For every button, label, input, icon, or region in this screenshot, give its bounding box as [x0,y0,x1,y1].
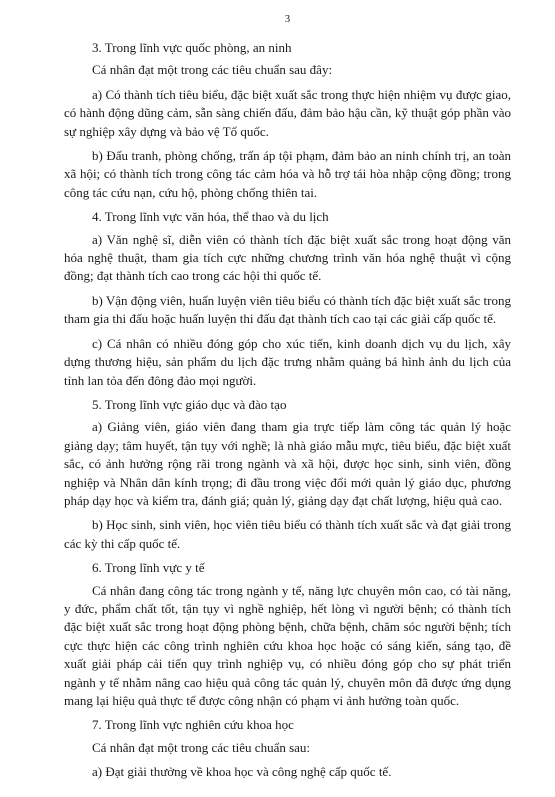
section-education-training [64,396,511,553]
paragraph: Cá nhân đạt một trong các tiêu chuẩn sau: [92,739,311,755]
section-heading: 7. Trong lĩnh vực nghiên cứu khoa học [92,717,294,733]
paragraph: Cá nhân đang công tác trong ngành y tế, năng lực chuyên môn cao, có tài năng, y đức, phẩm chất tốt, tận tụy vì nghề nghiệp, hết lòng vì người bệnh; có thành tích đặc biệt xuất sắc trong hoạt động phòng bệnh, chữa bệnh, chăm sóc người bệnh; tích cực thực hiện các công trình nghiên cứu khoa học hoặc có sáng kiến, sáng tạo, đề xuất giải pháp cải tiến quy trình nghiệp vụ, có nhiều đóng góp cho sự phát triển ngành y tế nhằm nâng cao hiệu quả công tác quản lý, chuyên môn đã được ứng dụng mang lại hiệu quả thực tế được công nhận có phạm vi ảnh hưởng toàn quốc. [64,582,511,708]
page-number: 3 [284,14,291,25]
section-heading: 4. Trong lĩnh vực văn hóa, thể thao và du lịch [92,209,329,225]
paragraph: c) Cá nhân có nhiều đóng góp cho xúc tiến, kinh doanh dịch vụ du lịch, xây dựng thương hiệu, sản phẩm du lịch đặc trưng nhằm quảng bá hình ảnh du lịch của tỉnh lan tỏa đến đông đảo mọi người. [64,335,511,388]
section-scientific-research [64,716,511,781]
paragraph: b) Đấu tranh, phòng chống, trấn áp tội phạm, đảm bảo an ninh chính trị, an toàn xã hội; có thành tích trong công tác cảm hóa và hỗ trợ tái hòa nhập cộng đồng; trong công tác cứu nạn, cứu hộ, phòng chống thiên tai. [64,148,511,200]
section-heading: 3. Trong lĩnh vực quốc phòng, an ninh [92,40,292,55]
paragraph: a) Giảng viên, giáo viên đang tham gia trực tiếp làm công tác quản lý hoặc giảng dạy; tâm huyết, tận tụy với nghề; là nhà giáo mẫu mực, tiêu biểu, đặc biệt xuất sắc, có ảnh hưởng rộng rãi trong ngành và xã hội, được học sinh, sinh viên, đồng nghiệp và Nhân dân kính trọng; đi đầu trong việc đổi mới quản lý giáo dục, phương pháp dạy học và kiểm tra, đánh giá; quản lý, giảng dạy đạt chất lượng, hiệu quả cao. [64,419,511,508]
section-heading: 5. Trong lĩnh vực giáo dục và đào tạo [92,396,287,412]
section-culture-sports-tourism [64,208,511,390]
paragraph: b) Học sinh, sinh viên, học viên tiêu biểu có thành tích xuất sắc và đạt giải trong các kỳ thi cấp quốc tế. [64,517,511,551]
section-defense-security [64,39,511,202]
section-healthcare [64,559,511,710]
paragraph: b) Vận động viên, huấn luyện viên tiêu biểu có thành tích đặc biệt xuất sắc trong tham gia thi đấu hoặc huấn luyện thi đấu đạt thành tích cao tại các giải cấp quốc tế. [64,292,511,327]
section-heading: 6. Trong lĩnh vực y tế [92,560,205,576]
paragraph: a) Đạt giải thưởng về khoa học và công nghệ cấp quốc tế. [92,764,392,780]
paragraph: a) Có thành tích tiêu biểu, đặc biệt xuất sắc trong thực hiện nhiệm vụ được giao, có hành động dũng cảm, sẵn sàng chiến đấu, đảm bảo hậu cần, kỹ thuật góp phần vào sự nghiệp xây dựng và bảo vệ Tổ quốc. [64,86,511,139]
paragraph: Cá nhân đạt một trong các tiêu chuẩn sau đây: [92,62,333,78]
paragraph: a) Văn nghệ sĩ, diễn viên có thành tích đặc biệt xuất sắc trong hoạt động văn hóa nghệ thuật, tham gia tích cực những chương trình văn hóa nghệ thuật vì cộng đồng; đạt thành tích cao trong các hội thi quốc tế. [64,231,511,284]
